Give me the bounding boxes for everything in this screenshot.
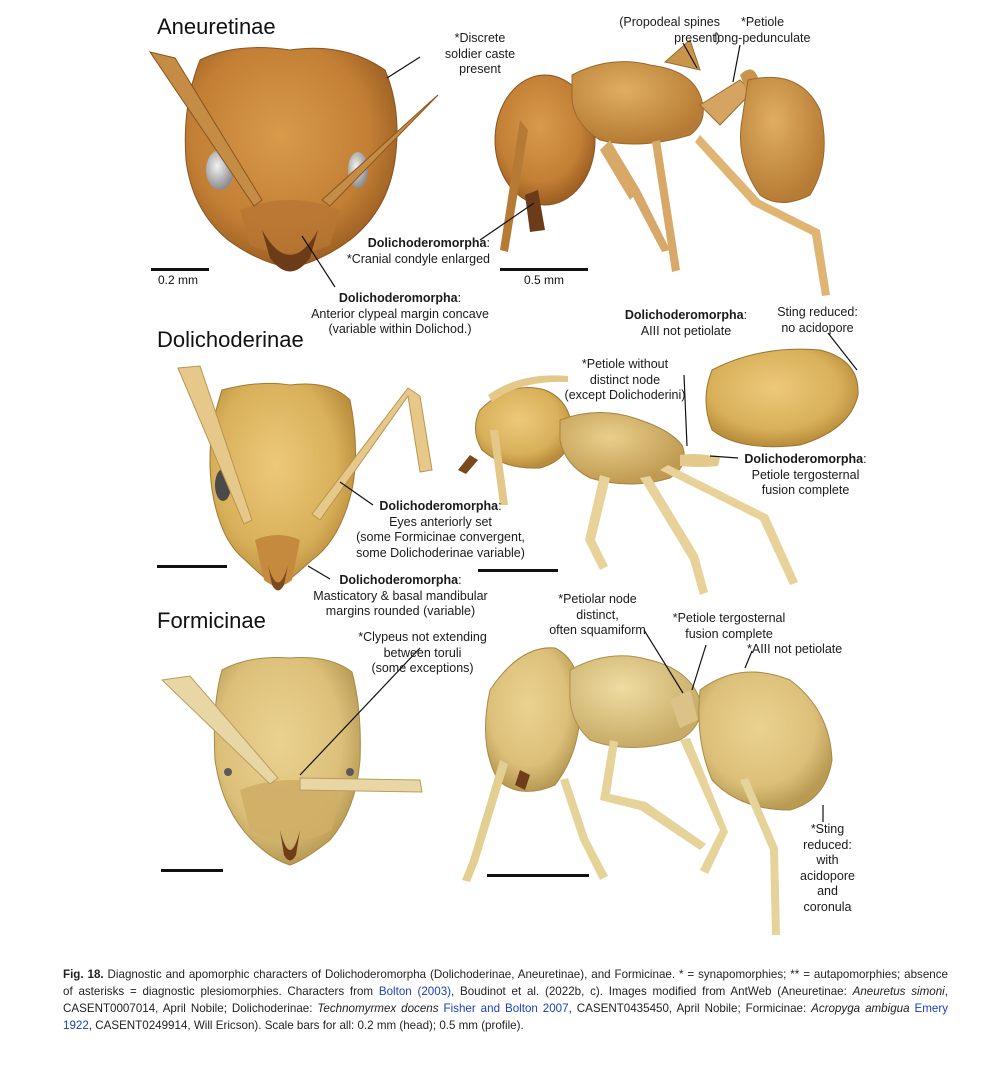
scale-bar-profile-dolichoderinae	[478, 569, 558, 572]
annotation-cranial-condyle: Dolichoderomorpha: *Cranial condyle enlarged	[346, 236, 490, 266]
scale-label-head: 0.2 mm	[158, 273, 199, 287]
annotation-petiole-no-node: *Petiole without distinct node (except Dolichoderini)	[564, 357, 686, 402]
annotation-petiolar-node: *Petiolar node distinct, often squamiform	[549, 592, 646, 637]
annotation-clypeal-margin: Dolichoderomorpha: Anterior clypeal margin concave (variable within Dolichod.)	[311, 291, 489, 336]
annotation-petiole-fusion-dolichoderomorpha: Dolichoderomorpha: Petiole tergosternal fusion complete	[744, 452, 867, 497]
annotation-aiii-not-petiolate: Dolichoderomorpha: AIII not petiolate	[624, 308, 748, 338]
caption-link-fisher-bolton-2007[interactable]: Fisher and Bolton 2007	[438, 1002, 569, 1015]
formicinae-profile-specimen	[462, 648, 832, 935]
subfamily-title-aneuretinae: Aneuretinae	[157, 14, 276, 39]
annotation-aiii-not-petiolate-formicinae: *AIII not petiolate	[747, 642, 843, 656]
subfamily-title-dolichoderinae: Dolichoderinae	[157, 327, 304, 352]
annotation-propodeal-spines: (Propodeal spines present)	[619, 15, 720, 45]
aneuretinae-profile-specimen	[495, 40, 830, 296]
annotation-clypeus-toruli: *Clypeus not extending between toruli (some exceptions)	[358, 630, 487, 675]
caption-link-bolton-2003[interactable]: Bolton (2003)	[378, 985, 452, 998]
formicinae-head-specimen	[162, 658, 422, 866]
figure-caption: Fig. 18. Diagnostic and apomorphic characters of Dolichoderomorpha (Dolichoderinae, Aneuretinae), and Formicinae. * = synapomorphies; ** = autapomorphies; absence of asterisks = diagnostic plesiomorphies. Characters from Bolton (2003), Boudinot et al. (2022b, c). Images modified from AntWeb (Aneuretinae: Aneuretus simoni, CASENT0007014, April Nobile; Dolichoderinae: Technomyrmex docens Fisher and Bolton 2007, CASENT0435450, April Nobile; Formicinae: Acropyga ambigua Emery 1922, CASENT0249914, Will Ericson). Scale bars for all: 0.2 mm (head); 0.5 mm (profile).	[63, 968, 948, 1032]
caption-figure-label: Fig. 18.	[63, 968, 104, 981]
subfamily-title-formicinae: Formicinae	[157, 608, 266, 633]
scale-bar-profile-formicinae	[487, 874, 589, 877]
annotation-petiole-long: *Petiole long-pedunculate	[714, 15, 811, 45]
annotation-sting-reduced: Sting reduced: no acidopore	[777, 305, 858, 335]
annotation-sting-acidopore: *Sting reduced: with acidopore and coronula	[800, 822, 855, 914]
scale-bar-profile-aneuretinae	[500, 268, 588, 271]
annotation-mandibular-margins: Dolichoderomorpha: Masticatory & basal mandibular margins rounded (variable)	[313, 573, 488, 618]
annotation-eyes-anteriorly-set: Dolichoderomorpha: Eyes anteriorly set (some Formicinae convergent, some Dolichoderinae variable)	[356, 499, 525, 560]
scale-bar-head-aneuretinae	[151, 268, 209, 271]
scale-bar-head-formicinae	[161, 869, 223, 872]
scale-label-profile: 0.5 mm	[524, 273, 565, 287]
annotation-discrete-soldier: *Discrete soldier caste present	[444, 31, 516, 76]
caption-link-emery-1922[interactable]: Emery 1922	[63, 1002, 948, 1032]
annotation-petiole-fusion-formicinae: *Petiole tergosternal fusion complete	[672, 611, 786, 641]
scale-bar-head-dolichoderinae	[157, 565, 227, 568]
